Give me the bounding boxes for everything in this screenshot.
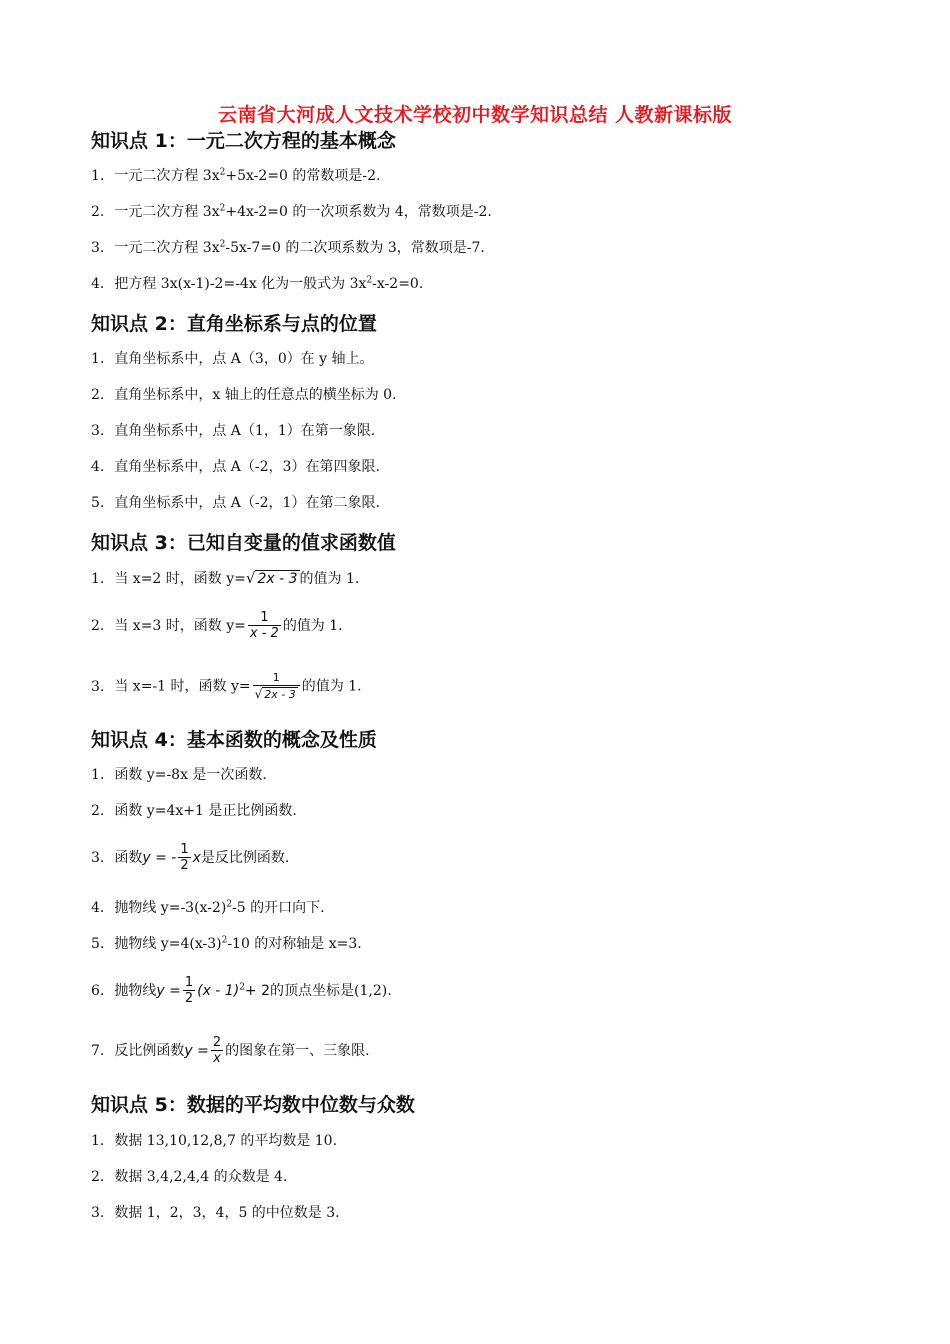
item-text: 的值为 1. [282, 618, 343, 634]
item-number: 1. [91, 767, 105, 783]
radicand: 2x - 3 [264, 688, 296, 701]
item-number: 2. [91, 618, 105, 634]
list-item [91, 202, 492, 222]
list-item [91, 568, 359, 589]
list-item [91, 238, 485, 258]
denominator [253, 685, 300, 703]
exponent: 2 [221, 935, 228, 946]
numerator: 1 [180, 842, 189, 857]
item-text: 数据 3,4,2,4,4 的众数是 4. [114, 1169, 288, 1185]
item-text: 函数 y=4x+1 是正比例函数. [114, 803, 297, 819]
square-root: √ 2x - 3 [254, 687, 296, 701]
item-number: 5. [91, 495, 105, 511]
denominator: x [211, 1050, 223, 1067]
numerator: 2 [212, 1035, 222, 1050]
list-item [91, 385, 397, 405]
item-text: -10 的对称轴是 x=3. [227, 936, 362, 952]
numerator: 1 [272, 671, 280, 684]
exponent: 2 [219, 167, 226, 178]
document-title: 云南省大河成人文技术学校初中数学知识总结 人教新课标版 [217, 104, 733, 126]
item-text: 数据 1，2，3，4，5 的中位数是 3. [114, 1205, 340, 1221]
numerator: 1 [260, 610, 269, 625]
equation-lhs: y = [184, 1043, 209, 1059]
item-text: 函数 [114, 850, 143, 866]
item-text: -x-2=0. [372, 276, 424, 292]
item-number: 2. [91, 204, 105, 220]
item-number: 2. [91, 803, 105, 819]
list-item [91, 166, 380, 186]
exponent: 2 [219, 203, 226, 214]
exponent: 2 [226, 899, 233, 910]
list-item [91, 842, 289, 874]
item-text: +5x-2=0 的常数项是-2. [225, 168, 381, 184]
list-item [91, 801, 297, 821]
equation-lhs: y = [156, 983, 181, 999]
list-item [91, 349, 374, 369]
denominator: 2 [180, 858, 189, 873]
item-number: 1. [91, 351, 105, 367]
item-text: 直角坐标系中，点 A（1，1）在第一象限. [114, 423, 376, 439]
exponent: 2 [219, 239, 226, 250]
fraction [211, 1035, 223, 1067]
equation-tail: + 2 [244, 983, 271, 999]
item-text: -5x-7=0 的二次项系数为 3，常数项是-7. [225, 240, 485, 256]
item-number: 1. [91, 571, 105, 587]
item-text: 抛物线 y=-3(x-2) [114, 900, 227, 916]
section-heading-3: 知识点 3：已知自变量的值求函数值 [91, 532, 396, 554]
denominator: x - 2 [249, 626, 279, 641]
item-text: 一元二次方程 3x [114, 204, 220, 220]
item-number: 4. [91, 459, 105, 475]
list-item [91, 493, 380, 513]
section-heading-5: 知识点 5：数据的平均数中位数与众数 [91, 1094, 415, 1116]
variable: x [192, 850, 201, 866]
section-heading-1: 知识点 1：一元二次方程的基本概念 [91, 130, 396, 152]
item-number: 1. [91, 1133, 105, 1149]
item-number: 6. [91, 983, 105, 999]
list-item [91, 1035, 370, 1067]
exponent: 2 [366, 275, 373, 286]
item-number: 3. [91, 850, 105, 866]
item-text: 直角坐标系中，点 A（3，0）在 y 轴上。 [114, 351, 374, 367]
item-number: 3. [91, 423, 105, 439]
square-root: √ 2x - 3 [245, 569, 298, 587]
item-text: +4x-2=0 的一次项系数为 4，常数项是-2. [225, 204, 492, 220]
list-item [91, 1203, 340, 1223]
item-number: 3. [91, 1205, 105, 1221]
item-text: 当 x=-1 时，函数 y= [114, 678, 251, 695]
item-number: 4. [91, 276, 105, 292]
fraction [178, 842, 190, 874]
section-heading-4: 知识点 4：基本函数的概念及性质 [91, 729, 377, 751]
item-number: 3. [91, 240, 105, 256]
item-text: 抛物线 [114, 983, 157, 999]
item-number: 2. [91, 387, 105, 403]
item-number: 1. [91, 168, 105, 184]
list-item [91, 1131, 337, 1151]
list-item [91, 898, 325, 918]
equation-lhs: y = - [142, 850, 177, 866]
item-text: 反比例函数 [114, 1043, 185, 1059]
item-number: 2. [91, 1169, 105, 1185]
item-text: 直角坐标系中，x 轴上的任意点的横坐标为 0. [114, 387, 397, 403]
item-text: 数据 13,10,12,8,7 的平均数是 10. [114, 1133, 338, 1149]
list-item [91, 765, 267, 785]
item-text: 抛物线 y=4(x-3) [114, 936, 222, 952]
item-text: 直角坐标系中，点 A（-2，3）在第四象限. [114, 459, 380, 475]
item-number: 7. [91, 1043, 105, 1059]
numerator: 1 [184, 975, 194, 990]
item-text: 当 x=3 时，函数 y= [114, 618, 246, 634]
list-item [91, 975, 392, 1007]
list-item [91, 934, 362, 954]
item-number: 3. [91, 678, 105, 695]
item-text: 一元二次方程 3x [114, 168, 220, 184]
item-text: 的值为 1. [301, 678, 362, 695]
item-text: 的值为 1. [299, 571, 360, 587]
item-text: 把方程 3x(x-1)-2=-4x 化为一般式为 3x [114, 276, 367, 292]
list-item [91, 1167, 287, 1187]
item-text: -5 的开口向下. [232, 900, 325, 916]
item-text: 是反比例函数. [200, 850, 290, 866]
item-text: 的顶点坐标是(1,2). [270, 983, 392, 999]
list-item [91, 457, 380, 477]
item-text: 函数 y=-8x 是一次函数. [114, 767, 267, 783]
item-text: 一元二次方程 3x [114, 240, 220, 256]
list-item [91, 670, 362, 703]
variable: (x - 1) [197, 983, 240, 999]
list-item [91, 274, 423, 294]
section-heading-2: 知识点 2：直角坐标系与点的位置 [91, 313, 377, 335]
fraction [248, 610, 281, 642]
item-text: 当 x=2 时，函数 y= [114, 571, 246, 587]
list-item [91, 610, 343, 642]
fraction [253, 670, 300, 703]
exponent: 2 [239, 982, 245, 993]
radicand: 2x - 3 [257, 571, 298, 587]
item-number: 5. [91, 936, 105, 952]
item-text: 直角坐标系中，点 A（-2，1）在第二象限. [114, 495, 380, 511]
fraction [183, 975, 195, 1007]
list-item [91, 421, 375, 441]
item-text: 的图象在第一、三象限. [225, 1043, 370, 1059]
denominator: 2 [184, 991, 194, 1006]
item-number: 4. [91, 900, 105, 916]
